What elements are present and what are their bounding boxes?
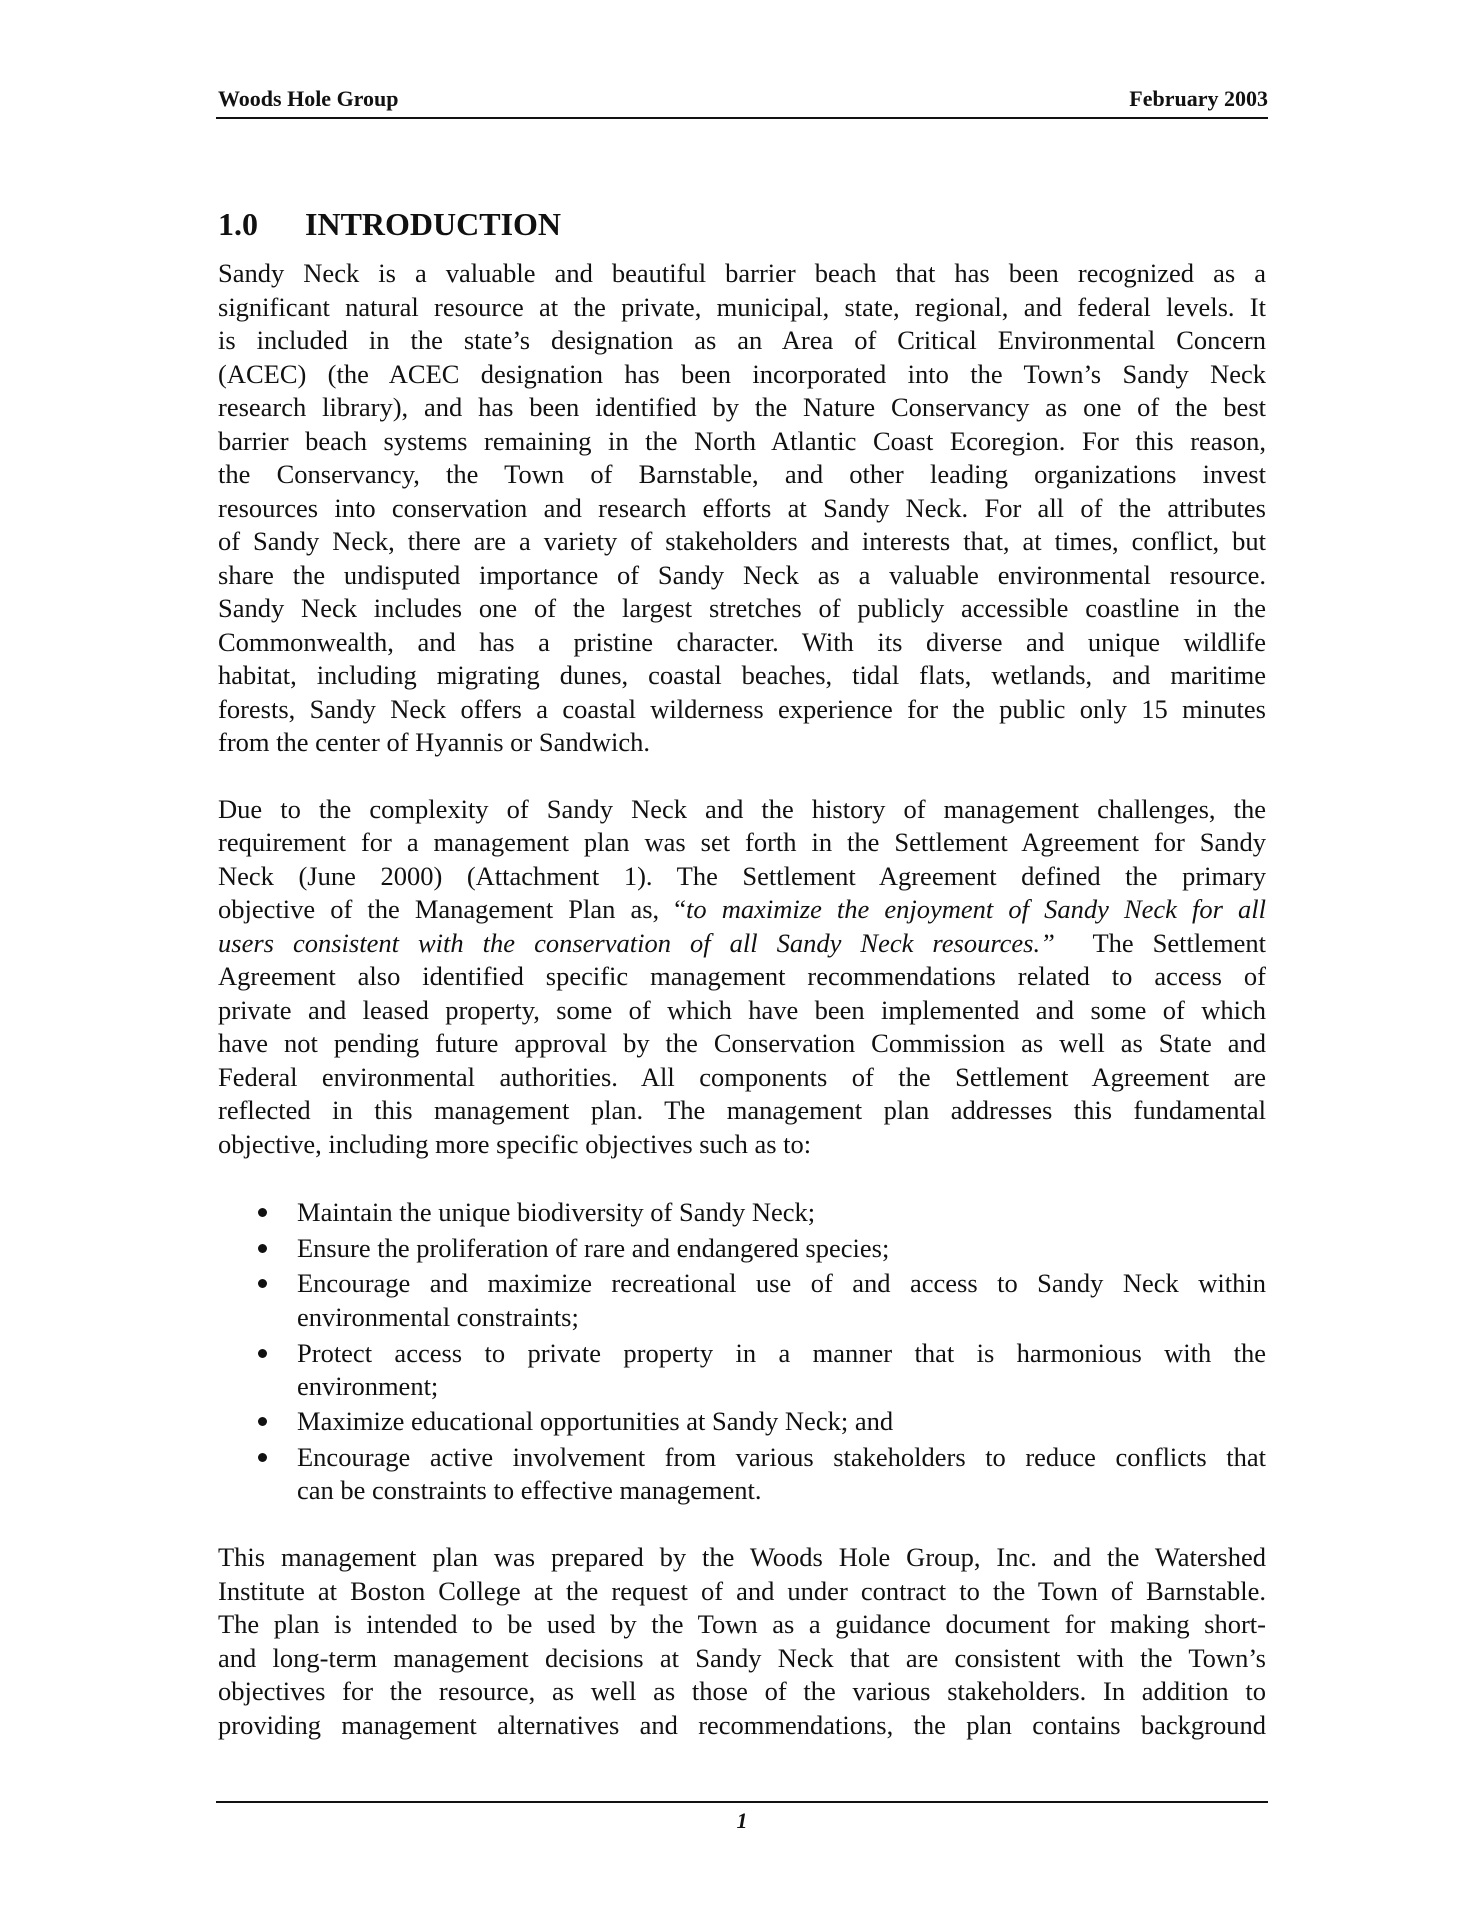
text-line: Institute at Boston College at the request of and under contract to the Town of Barnstable. xyxy=(218,1576,1266,1606)
list-item-text: Encourage active involvement from various stakeholders to reduce conflicts that xyxy=(297,1442,1266,1472)
text-line: Agreement also identified specific management recommendations related to access of xyxy=(218,961,1266,991)
text-line: objectives for the resource, as well as those of the various stakeholders. In addition to xyxy=(218,1676,1266,1706)
bullet-icon xyxy=(258,1279,267,1288)
text-line: (ACEC) (the ACEC designation has been incorporated into the Town’s Sandy Neck xyxy=(218,359,1266,389)
quote-text: users consistent with the conservation of all Sandy Neck resources.” xyxy=(218,928,1055,958)
header-date: February 2003 xyxy=(1129,86,1268,111)
list-item-text: Protect access to private property in a manner that is harmonious with the xyxy=(297,1338,1266,1368)
text-line: This management plan was prepared by the Woods Hole Group, Inc. and the Watershed xyxy=(218,1542,1266,1572)
footer-rule xyxy=(216,1801,1268,1803)
text-line: private and leased property, some of which have been implemented and some of which xyxy=(218,995,1266,1025)
text-line: from the center of Hyannis or Sandwich. xyxy=(218,727,650,757)
text-line: habitat, including migrating dunes, coastal beaches, tidal flats, wetlands, and maritime xyxy=(218,660,1266,690)
page-number: 1 xyxy=(736,1808,748,1833)
text-line: is included in the state’s designation as an Area of Critical Environmental Concern xyxy=(218,325,1266,355)
text-line: Neck (June 2000) (Attachment 1). The Settlement Agreement defined the primary xyxy=(218,861,1266,891)
list-item-text: Maximize educational opportunities at Sandy Neck; and xyxy=(297,1406,894,1436)
text-line: Sandy Neck includes one of the largest stretches of publicly accessible coastline in the xyxy=(218,593,1266,623)
bullet-icon xyxy=(258,1208,267,1217)
text-line: the Conservancy, the Town of Barnstable, and other leading organizations invest xyxy=(218,459,1266,489)
text-span: The Settlement xyxy=(1054,928,1267,958)
text-line: Due to the complexity of Sandy Neck and the history of management challenges, the xyxy=(218,794,1266,824)
list-item-text: Encourage and maximize recreational use of and access to Sandy Neck within xyxy=(297,1268,1266,1298)
bullet-icon xyxy=(258,1244,267,1253)
text-line: reflected in this management plan. The management plan addresses this fundamental xyxy=(218,1095,1266,1125)
header-organization: Woods Hole Group xyxy=(218,86,399,111)
bullet-icon xyxy=(258,1453,267,1462)
text-line: Sandy Neck is a valuable and beautiful barrier beach that has been recognized as a xyxy=(218,258,1266,288)
list-item-text: Ensure the proliferation of rare and endangered species; xyxy=(297,1233,890,1263)
text-line: research library), and has been identified by the Nature Conservancy as one of the best xyxy=(218,392,1266,422)
text-line: objective, including more specific objectives such as to: xyxy=(218,1129,812,1159)
quote-text: to maximize the enjoyment of Sandy Neck for all xyxy=(686,894,1266,924)
text-line: of Sandy Neck, there are a variety of stakeholders and interests that, at times, conflict, but xyxy=(218,526,1266,556)
text-span: objective of the Management Plan as, “ xyxy=(218,894,687,924)
text-line: share the undisputed importance of Sandy Neck as a valuable environmental resource. xyxy=(218,560,1266,590)
bullet-icon xyxy=(258,1349,267,1358)
text-line xyxy=(218,926,1266,960)
section-number: 1.0 xyxy=(218,206,258,242)
list-item-text: Maintain the unique biodiversity of Sandy Neck; xyxy=(297,1197,816,1227)
text-line: Commonwealth, and has a pristine character. With its diverse and unique wildlife xyxy=(218,627,1266,657)
text-line: have not pending future approval by the Conservation Commission as well as State and xyxy=(218,1028,1266,1058)
text-line: The plan is intended to be used by the Town as a guidance document for making short- xyxy=(218,1609,1266,1639)
list-item-text: environment; xyxy=(297,1371,439,1401)
text-line: barrier beach systems remaining in the North Atlantic Coast Ecoregion. For this reason, xyxy=(218,426,1266,456)
text-line: requirement for a management plan was set forth in the Settlement Agreement for Sandy xyxy=(218,827,1266,857)
section-title: INTRODUCTION xyxy=(305,206,562,242)
text-line: significant natural resource at the private, municipal, state, regional, and federal levels. It xyxy=(218,292,1266,322)
list-item-text: environmental constraints; xyxy=(297,1302,579,1332)
text-line xyxy=(218,892,1266,926)
text-line: resources into conservation and research efforts at Sandy Neck. For all of the attributes xyxy=(218,493,1266,523)
text-line: and long-term management decisions at Sandy Neck that are consistent with the Town’s xyxy=(218,1643,1266,1673)
text-line: providing management alternatives and recommendations, the plan contains background xyxy=(218,1710,1266,1740)
bullet-icon xyxy=(258,1417,267,1426)
list-item-text: can be constraints to effective management. xyxy=(297,1475,762,1505)
header-rule xyxy=(216,117,1268,119)
section-heading xyxy=(218,204,561,244)
text-line: forests, Sandy Neck offers a coastal wilderness experience for the public only 15 minutes xyxy=(218,694,1266,724)
text-line: Federal environmental authorities. All components of the Settlement Agreement are xyxy=(218,1062,1266,1092)
